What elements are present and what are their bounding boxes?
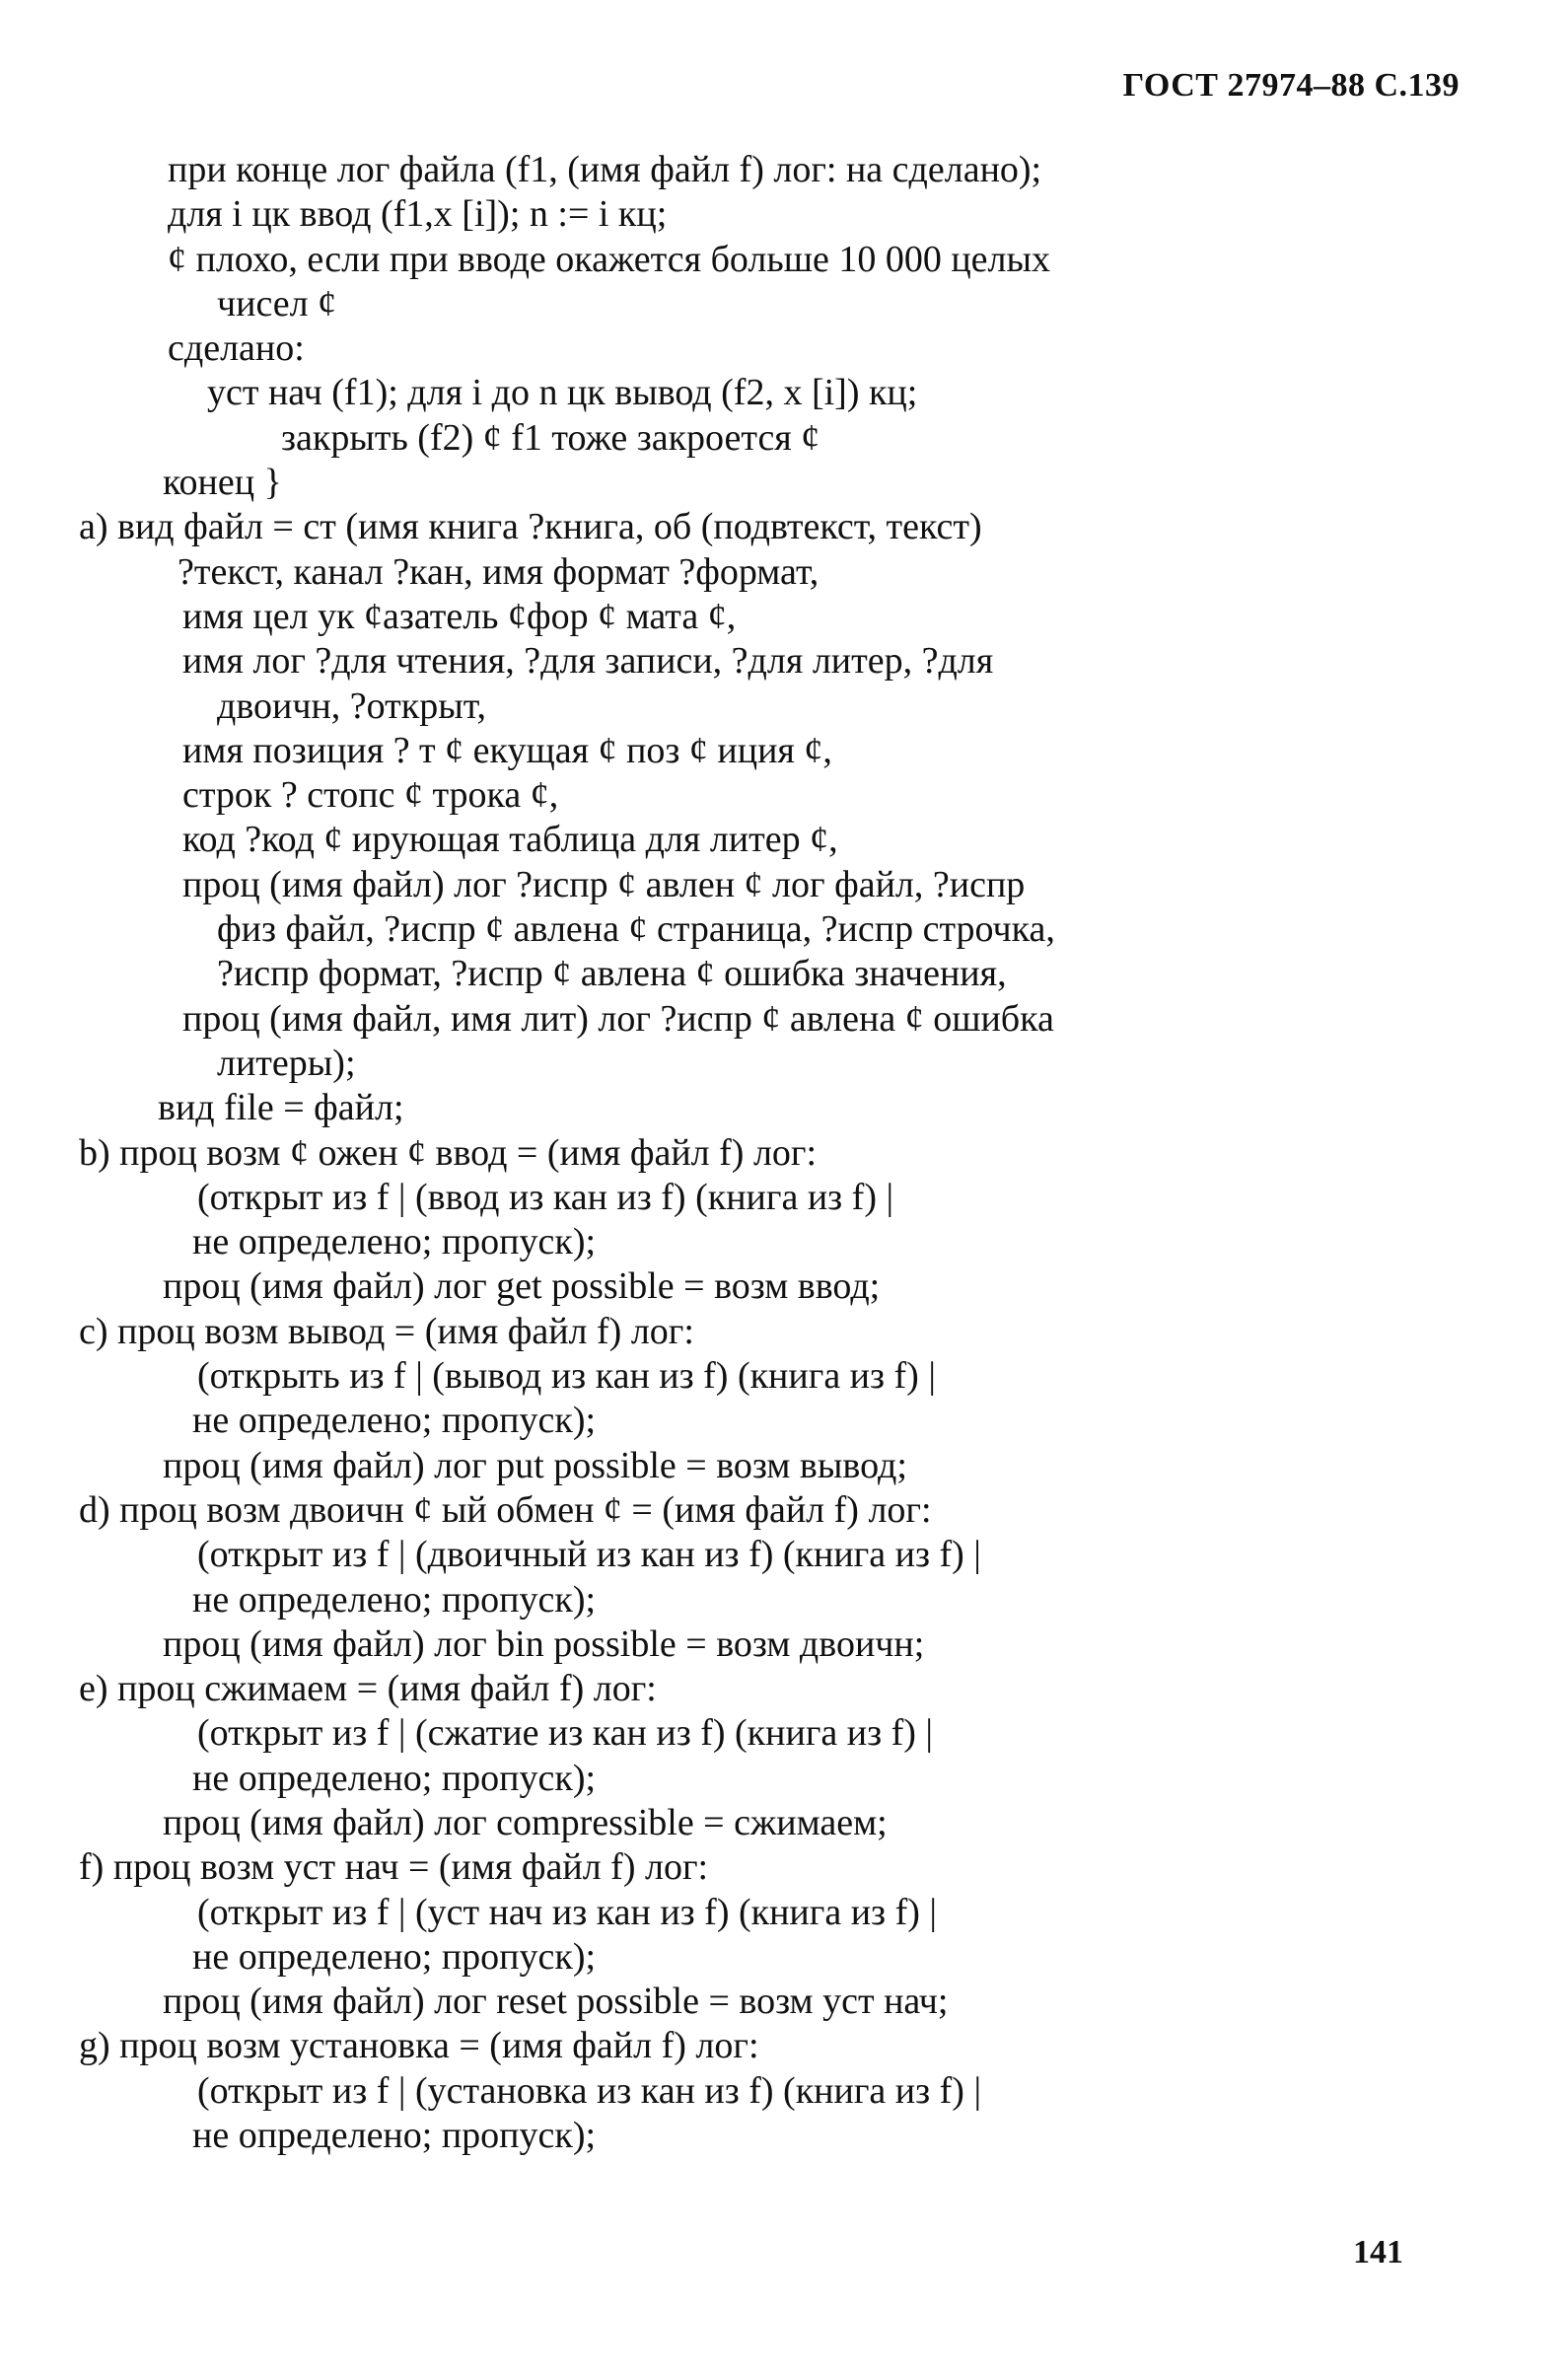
- text-line: g) проц возм установка = (имя файл f) лог:: [79, 2025, 759, 2067]
- text-line: ?текст, канал ?кан, имя формат ?формат,: [178, 550, 820, 593]
- text-line: (открыт из f | (сжатие из кан из f) (книга из f) |: [197, 1712, 934, 1755]
- text-line: не определено; пропуск);: [192, 1757, 597, 1799]
- text-line: d) проц возм двоичн ¢ ый обмен ¢ = (имя файл f) лог:: [79, 1488, 932, 1531]
- text-line: литеры);: [217, 1042, 356, 1084]
- text-line: код ?код ¢ ирующая таблица для литер ¢,: [182, 819, 838, 861]
- text-line: не определено; пропуск);: [192, 1400, 597, 1442]
- text-line: не определено; пропуск);: [192, 2115, 597, 2157]
- text-line: двоичн, ?открыт,: [217, 685, 487, 727]
- document-body: [79, 148, 1479, 2158]
- text-line: чисел ¢: [217, 282, 337, 324]
- text-line: физ файл, ?испр ¢ авлена ¢ страница, ?испр строчка,: [217, 908, 1055, 951]
- text-line: проц (имя файл) лог ?испр ¢ авлен ¢ лог файл, ?испр: [182, 863, 1026, 905]
- text-line: a) вид файл = ст (имя книга ?книга, об (подвтекст, текст): [79, 506, 982, 548]
- text-line: проц (имя файл) лог reset possible = возм уст нач;: [163, 1981, 949, 2023]
- text-line: для i цк ввод (f1,x [i]); n := i кц;: [168, 193, 668, 236]
- text-line: не определено; пропуск);: [192, 1221, 597, 1263]
- text-line: конец }: [163, 462, 282, 504]
- text-line: (открыт из f | (уст нач из кан из f) (книга из f) |: [197, 1891, 937, 1933]
- text-line: имя позиция ? т ¢ екущая ¢ поз ¢ иция ¢,: [182, 729, 832, 771]
- text-line: сделано:: [168, 327, 305, 370]
- page-number: 141: [1353, 2234, 1403, 2270]
- text-line: строк ? стопс ¢ трока ¢,: [182, 774, 559, 817]
- text-line: c) проц возм вывод = (имя файл f) лог:: [79, 1310, 694, 1352]
- text-line: ?испр формат, ?испр ¢ авлена ¢ ошибка значения,: [217, 953, 1007, 995]
- text-line: b) проц возм ¢ ожен ¢ ввод = (имя файл f) лог:: [79, 1131, 818, 1174]
- text-line: (открыть из f | (вывод из кан из f) (книга из f) |: [197, 1355, 936, 1398]
- text-line: имя цел ук ¢азатель ¢фор ¢ мата ¢,: [182, 595, 737, 637]
- text-line: ¢ плохо, если при вводе окажется больше 10 000 целых: [168, 238, 1051, 280]
- text-line: уст нач (f1); для i до n цк вывод (f2, x [i]) кц;: [207, 372, 918, 414]
- text-line: имя лог ?для чтения, ?для записи, ?для литер, ?для: [182, 640, 994, 683]
- text-line: проц (имя файл, имя лит) лог ?испр ¢ авлена ¢ ошибка: [182, 997, 1054, 1040]
- text-line: при конце лог файла (f1, (имя файл f) лог: на сделано);: [168, 149, 1042, 190]
- text-line: f) проц возм уст нач = (имя файл f) лог:: [79, 1846, 709, 1889]
- text-line: (открыт из f | (двоичный из кан из f) (книга из f) |: [197, 1534, 981, 1576]
- text-line: e) проц сжимаем = (имя файл f) лог:: [79, 1668, 657, 1710]
- page-header: ГОСТ 27974–88 С.139: [1122, 67, 1460, 104]
- text-line: вид file = файл;: [158, 1087, 404, 1129]
- text-line: закрыть (f2) ¢ f1 тоже закроется ¢: [281, 416, 820, 459]
- text-line: проц (имя файл) лог get possible = возм ввод;: [163, 1265, 881, 1308]
- text-line: не определено; пропуск);: [192, 1578, 597, 1621]
- text-line: проц (имя файл) лог bin possible = возм двоичн;: [163, 1622, 925, 1665]
- text-line: проц (имя файл) лог compressible = сжимаем;: [163, 1801, 888, 1843]
- text-line: не определено; пропуск);: [192, 1935, 597, 1978]
- text-line: (открыт из f | (установка из кан из f) (книга из f) |: [197, 2069, 982, 2112]
- text-line: проц (имя файл) лог put possible = возм вывод;: [163, 1444, 907, 1486]
- text-line: (открыт из f | (ввод из кан из f) (книга из f) |: [197, 1176, 894, 1218]
